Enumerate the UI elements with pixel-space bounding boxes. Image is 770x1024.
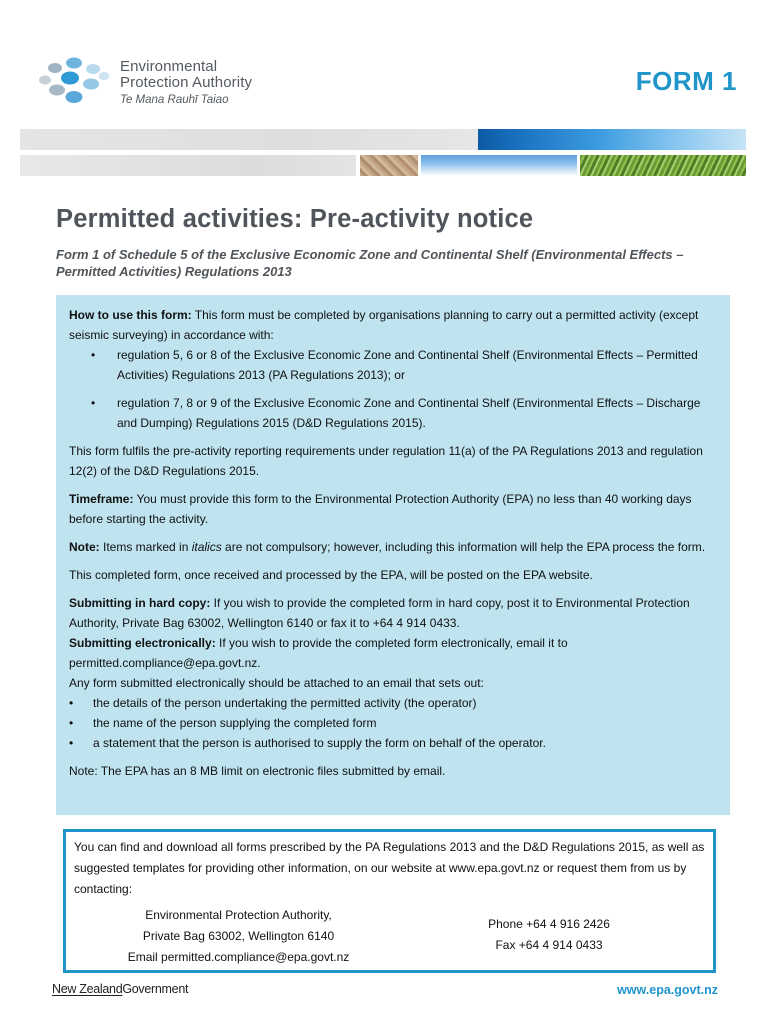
phone-fax-block <box>484 914 614 956</box>
list-item: • the name of the person supplying the completed form <box>69 713 718 733</box>
email-attach-paragraph: Any form submitted electronically should be attached to an email that sets out: <box>69 676 484 690</box>
contact-intro: You can find and download all forms prescribed by the PA Regulations 2013 and the D&D Regulations 2015, as well as suggested templates for providing other information, on our website at www.epa.govt.nz or request them from us by contacting: <box>74 840 705 896</box>
regulations-list <box>69 345 718 433</box>
electronic-text: If you wish to provide the completed form electronically, email it to permitted.compliance@epa.govt.nz. <box>69 636 568 670</box>
posted-paragraph: This completed form, once received and processed by the EPA, will be posted on the EPA website. <box>69 568 593 582</box>
note-text-a: Items marked in <box>99 540 192 554</box>
electronic-paragraph <box>69 633 718 673</box>
note-text-b: are not compulsory; however, including this information will help the EPA process the form. <box>221 540 706 554</box>
timeframe-paragraph <box>69 489 718 529</box>
how-to-use-text: This form must be completed by organisations planning to carry out a permitted activity (except seismic surveying) in accordance with: <box>69 308 699 342</box>
page-title: Permitted activities: Pre-activity notice <box>56 205 534 233</box>
header-band-fern-image <box>580 155 746 176</box>
email-contents-list <box>69 693 718 753</box>
contact-box <box>63 829 716 973</box>
file-limit-note: Note: The EPA has an 8 MB limit on electronic files submitted by email. <box>69 764 446 778</box>
hardcopy-paragraph <box>69 593 718 633</box>
header-band-water-image <box>478 129 746 150</box>
list-item: • a statement that the person is authorised to supply the form on behalf of the operator. <box>69 733 718 753</box>
nz-government-logo-nz: New Zealand <box>52 982 123 996</box>
form-number: FORM 1 <box>635 66 737 96</box>
list-item: • the details of the person undertaking the permitted activity (the operator) <box>69 693 718 713</box>
fulfils-paragraph: This form fulfils the pre-activity reporting requirements under regulation 11(a) of the PA Regulations 2013 and regulation 12(2) of the D&D Regulations 2015. <box>69 444 703 478</box>
timeframe-label: Timeframe: <box>69 492 134 506</box>
header-band-sky-image <box>421 155 577 176</box>
note-paragraph <box>69 537 718 557</box>
address-line-1: Environmental Protection Authority, <box>145 908 332 922</box>
note-italics: italics <box>191 540 222 554</box>
header-band-grey-lower <box>20 155 356 176</box>
address-line-2: Private Bag 63002, Wellington 6140 <box>142 929 335 943</box>
hardcopy-label: Submitting in hard copy: <box>69 596 211 610</box>
org-name-line-1: Environmental <box>120 58 218 75</box>
epa-logo-icon <box>34 54 114 110</box>
how-to-use-paragraph <box>69 305 718 345</box>
hardcopy-text: If you wish to provide the completed form in hard copy, post it to Environmental Protection Authority, Private Bag 63002, Wellington 6140 or fax it to +64 4 914 0433. <box>69 596 690 630</box>
postal-address-block <box>111 905 366 968</box>
note-label: Note: <box>69 540 100 554</box>
page-subtitle: Form 1 of Schedule 5 of the Exclusive Economic Zone and Continental Shelf (Environmental Effects – Permitted Activities) Regulations 2013 <box>56 247 684 279</box>
list-item: • regulation 5, 6 or 8 of the Exclusive Economic Zone and Continental Shelf (Environmental Effects – Permitted Activities) Regulations 2013 (PA Regulations 2013); or <box>69 345 718 385</box>
contact-phone: Phone +64 4 916 2426 <box>488 917 610 931</box>
header-band-sand-image <box>360 155 418 176</box>
header-band-grey <box>20 129 478 150</box>
instructions-box <box>56 295 730 815</box>
how-to-use-label: How to use this form: <box>69 308 192 322</box>
contact-email: Email permitted.compliance@epa.govt.nz <box>127 950 350 964</box>
org-name-line-2: Protection Authority <box>120 74 253 91</box>
timeframe-text: You must provide this form to the Environmental Protection Authority (EPA) no less than 40 working days before starting the activity. <box>69 492 692 526</box>
electronic-label: Submitting electronically: <box>69 636 216 650</box>
contact-fax: Fax +64 4 914 0433 <box>495 938 603 952</box>
nz-government-logo <box>52 982 188 996</box>
footer-website: www.epa.govt.nz <box>617 983 718 997</box>
nz-government-logo-word: Government <box>122 982 189 996</box>
list-item: • regulation 7, 8 or 9 of the Exclusive Economic Zone and Continental Shelf (Environmental Effects – Discharge and Dumping) Regulations 2015 (D&D Regulations 2015). <box>69 393 718 433</box>
org-maori-name: Te Mana Rauhī Taiao <box>120 94 229 106</box>
organisation-name <box>120 59 252 106</box>
